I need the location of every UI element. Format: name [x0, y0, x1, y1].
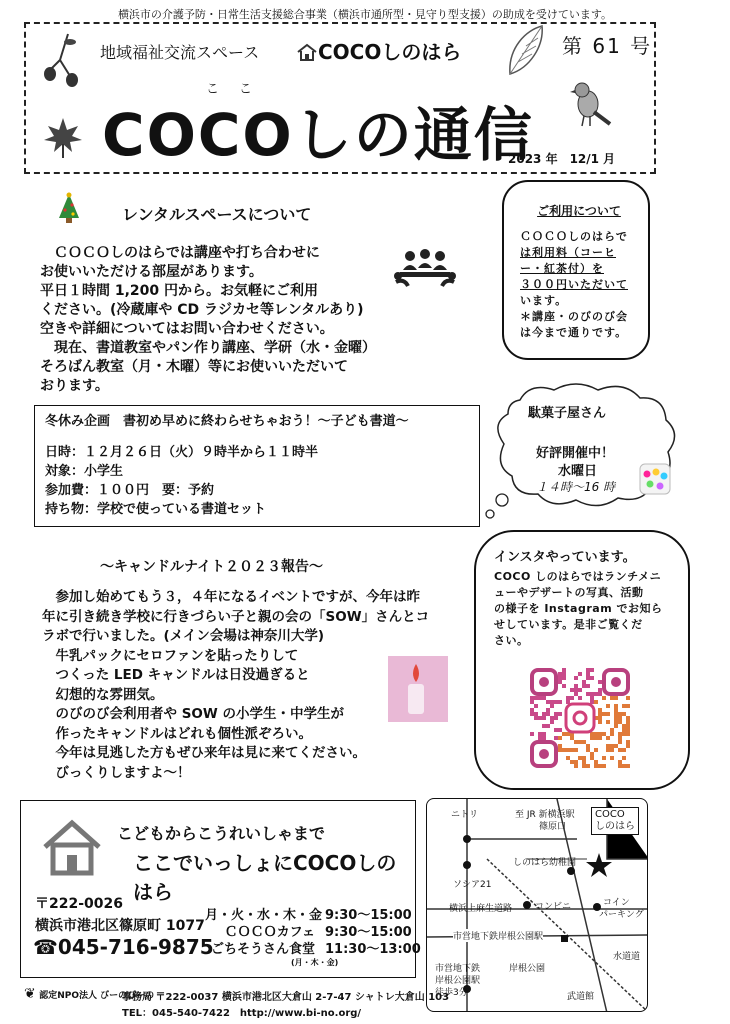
qr-module: [570, 736, 574, 740]
qr-module: [594, 732, 598, 736]
candle-line: びっくりしますよ～！: [42, 764, 191, 781]
qr-module: [602, 764, 606, 768]
qr-module: [614, 724, 618, 728]
qr-module: [530, 696, 534, 700]
qr-module: [626, 704, 630, 708]
candle-line: 今年は見逃した方もぜひ来年は見に来てください。: [42, 745, 366, 761]
qr-module: [554, 728, 558, 732]
slogan-1: こどもからこうれいしゃまで: [117, 824, 326, 843]
map-label: 至 JR 新横浜駅: [515, 810, 575, 820]
map-label: 市営地下鉄: [435, 964, 481, 974]
hours-days: 月・火・水・木・金: [205, 908, 323, 923]
rental-line: 平日１時間 1,200 円から。お気軽にご利用: [40, 283, 319, 299]
map-label: 市営地下鉄岸根公園駅: [453, 929, 543, 942]
qr-module: [598, 736, 602, 740]
house-icon: [296, 43, 318, 61]
qr-module: [542, 736, 546, 740]
qr-module: [562, 748, 566, 752]
qr-module: [558, 736, 562, 740]
qr-module: [530, 708, 534, 712]
newsletter-title: COCOしの通信: [102, 101, 534, 169]
qr-module: [538, 736, 542, 740]
calligraphy-line: 日時：１２月２６日（火）９時半から１１時半: [45, 445, 319, 460]
hours-time: 9:30～15:00: [325, 925, 412, 940]
funding-notice: 横浜市の介護予防・日常生活支援総合事業（横浜市通所型・見守り型支援）の助成を受けています。: [117, 8, 613, 21]
qr-module: [626, 696, 630, 700]
instagram-line: さい。: [494, 634, 529, 647]
qr-module: [586, 764, 590, 768]
qr-module: [618, 736, 622, 740]
qr-module: [626, 724, 630, 728]
qr-module: [618, 740, 622, 744]
qr-module: [626, 728, 630, 732]
map-label: 横浜上麻生道路: [449, 904, 513, 914]
candy-shop-status: 好評開催中！: [536, 446, 615, 461]
usage-title: ご利用について: [537, 204, 621, 218]
qr-module: [590, 752, 594, 756]
qr-module: [558, 744, 562, 748]
qr-module: [598, 764, 602, 768]
qr-module: [614, 744, 618, 748]
map-label: パーキング: [599, 910, 644, 920]
qr-module: [594, 700, 598, 704]
qr-module: [598, 692, 602, 696]
map-label: しのはら: [595, 821, 635, 832]
usage-line: ＣＯＣＯしのはらで: [520, 230, 628, 243]
qr-module: [614, 716, 618, 720]
hours-row: [205, 924, 421, 941]
rental-line: そろばん教室（月・木曜）等にお使いいただいて: [40, 359, 348, 375]
candy-shop-time: １４時～16 時: [536, 480, 616, 494]
qr-module: [542, 724, 546, 728]
qr-module: [566, 696, 570, 700]
qr-module: [614, 696, 618, 700]
masthead: [24, 22, 656, 174]
calligraphy-line: 対象：小学生: [45, 464, 124, 479]
instagram-title: インスタやっています。: [494, 550, 636, 565]
usage-line: ー・紅茶付）を: [520, 262, 604, 275]
qr-module: [610, 728, 614, 732]
qr-module: [594, 736, 598, 740]
qr-module: [542, 712, 546, 716]
qr-module: [618, 716, 622, 720]
qr-module: [574, 764, 578, 768]
qr-module: [534, 716, 538, 720]
qr-module: [562, 684, 566, 688]
rental-line: 現在、書道教室やパン作り講座、学研（水・金曜）: [40, 340, 376, 356]
instagram-qr-code[interactable]: [530, 668, 630, 768]
qr-module: [606, 720, 610, 724]
qr-module: [618, 764, 622, 768]
logo-text: COCOしのはら: [318, 40, 462, 64]
map-label: 徒歩3分: [435, 988, 468, 998]
candle-heading: ～キャンドルナイト２０２３報告～: [100, 559, 324, 575]
usage-line: ３００円いただいて: [520, 278, 628, 291]
qr-module: [562, 668, 566, 672]
qr-module: [558, 712, 562, 716]
address: 横浜市港北区篠原町 1077: [35, 918, 205, 934]
calligraphy-line: 参加費：１００円 要：予約: [45, 483, 215, 498]
candle-line: 作ったキャンドルはどれも個性派ぞろい。: [42, 725, 312, 742]
qr-module: [534, 712, 538, 716]
contact-box: [20, 800, 421, 978]
qr-module: [606, 748, 610, 752]
qr-module: [626, 764, 630, 768]
qr-module: [550, 700, 554, 704]
qr-module: [558, 672, 562, 676]
qr-module: [602, 756, 606, 760]
qr-module: [626, 732, 630, 736]
qr-finder-dot: [539, 677, 549, 687]
rental-heading: レンタルスペースについて: [122, 205, 312, 224]
npo-contact: TEL：045-540-7422 http://www.bi-no.org/: [122, 1008, 362, 1019]
qr-module: [586, 692, 590, 696]
qr-module: [562, 732, 566, 736]
leaf-icon: [502, 24, 548, 78]
qr-module: [610, 756, 614, 760]
qr-module: [558, 728, 562, 732]
qr-module: [546, 724, 550, 728]
postal-code: 〒222-0026: [35, 896, 123, 912]
house-logo-icon: [41, 819, 103, 877]
opening-hours: [205, 907, 421, 967]
qr-module: [598, 708, 602, 712]
candle-photo: [388, 656, 448, 722]
access-map: [426, 798, 648, 1012]
calligraphy-title: 冬休み企画 書初め早めに終わらせちゃおう！～子ども書道～: [45, 414, 409, 429]
qr-module: [610, 696, 614, 700]
rental-line: ください。(冷蔵庫や CD ラジカセ等レンタルあり): [40, 302, 364, 318]
qr-module: [542, 732, 546, 736]
hours-subnote: (月・木・金): [291, 958, 339, 967]
instagram-line: せしています。是非ご覧くだ: [494, 618, 643, 631]
qr-module: [622, 748, 626, 752]
hours-days: ごちそうさん食堂: [210, 942, 315, 957]
qr-module: [622, 728, 626, 732]
qr-module: [546, 708, 550, 712]
qr-module: [622, 756, 626, 760]
christmas-tree-icon: [56, 192, 82, 224]
qr-module: [594, 760, 598, 764]
qr-module: [582, 760, 586, 764]
map-label: しのはら幼稚園: [513, 858, 577, 868]
qr-module: [606, 736, 610, 740]
title-ruby: ここ: [206, 82, 273, 97]
qr-module: [590, 692, 594, 696]
calligraphy-event-box: [34, 405, 480, 527]
meeting-icon: [394, 248, 456, 288]
qr-module: [626, 716, 630, 720]
phone-number[interactable]: ☎045-716-9875: [33, 935, 214, 959]
qr-module: [578, 688, 582, 692]
qr-module: [606, 744, 610, 748]
qr-module: [586, 684, 590, 688]
candle-line: 牛乳パックにセロファンを貼ったりして: [42, 647, 299, 664]
qr-module: [622, 764, 626, 768]
instagram-line: の様子を Instagram でお知ら: [494, 602, 663, 615]
map-label: 武道館: [567, 992, 595, 1002]
map-label: 岸根公園: [509, 964, 546, 974]
qr-module: [602, 732, 606, 736]
qr-module: [574, 740, 578, 744]
logo: [296, 36, 461, 65]
qr-module: [538, 696, 542, 700]
qr-module: [590, 696, 594, 700]
npo-address: 事務局 〒222-0037 横浜市港北区大倉山 2-7-47 シャトレ大倉山 103: [122, 992, 450, 1003]
qr-module: [546, 700, 550, 704]
map-label: 篠原口: [539, 822, 567, 832]
usage-info-bubble: [502, 180, 650, 360]
qr-module: [538, 716, 542, 720]
rental-line: ＣＯＣＯしのはらでは講座や打ち合わせに: [40, 245, 320, 261]
instagram-text: [494, 569, 674, 649]
qr-module: [538, 732, 542, 736]
qr-module: [610, 748, 614, 752]
candle-line: 参加し始めてもう３，４年になるイベントですが、今年は昨: [42, 589, 420, 605]
qr-module: [622, 712, 626, 716]
qr-module: [570, 696, 574, 700]
qr-module: [574, 684, 578, 688]
qr-module: [554, 712, 558, 716]
candle-line: のびのび会利用者や SOW の小学生・中学生が: [42, 706, 344, 722]
qr-module: [586, 748, 590, 752]
map-label: ニトリ: [451, 810, 479, 820]
qr-module: [586, 668, 590, 672]
qr-module: [570, 760, 574, 764]
qr-module: [626, 720, 630, 724]
qr-finder-dot: [539, 749, 549, 759]
instagram-bubble: [474, 530, 690, 790]
qr-module: [602, 712, 606, 716]
qr-module: [534, 696, 538, 700]
qr-module: [614, 704, 618, 708]
qr-module: [554, 716, 558, 720]
qr-module: [626, 744, 630, 748]
rental-line: 空きや詳細についてはお問い合わせください。: [40, 321, 334, 337]
qr-module: [530, 712, 534, 716]
qr-module: [566, 756, 570, 760]
org-line: 地域福祉交流スペース: [100, 43, 260, 62]
qr-module: [550, 704, 554, 708]
hours-row: [205, 941, 421, 958]
qr-module: [582, 684, 586, 688]
qr-module: [582, 764, 586, 768]
qr-module: [578, 740, 582, 744]
qr-module: [582, 740, 586, 744]
qr-module: [610, 732, 614, 736]
qr-module: [590, 668, 594, 672]
qr-module: [618, 748, 622, 752]
usage-line: います。: [520, 294, 568, 307]
qr-module: [550, 716, 554, 720]
qr-module: [622, 704, 626, 708]
qr-finder-dot: [611, 677, 621, 687]
usage-line: は今まで通りです。: [520, 326, 628, 339]
qr-module: [606, 712, 610, 716]
rental-line: おります。: [40, 378, 109, 394]
qr-module: [578, 672, 582, 676]
qr-module: [558, 680, 562, 684]
qr-module: [598, 680, 602, 684]
issue-date: 2023 年 12/1 月: [508, 152, 616, 166]
usage-line: は利用料（コーヒ: [520, 246, 616, 259]
qr-module: [578, 696, 582, 700]
hours-row: [205, 907, 421, 924]
qr-module: [598, 712, 602, 716]
instagram-icon: [566, 704, 594, 732]
qr-module: [574, 676, 578, 680]
qr-module: [618, 712, 622, 716]
calligraphy-line: 持ち物：学校で使っている書道セット: [45, 502, 267, 517]
qr-module: [534, 704, 538, 708]
qr-module: [594, 748, 598, 752]
npo-name: 認定NPO法人 びーのびーの: [39, 991, 155, 1001]
qr-module: [530, 700, 534, 704]
slogan-2: ここでいっしょにCOCOしのはら: [133, 851, 397, 904]
qr-module: [626, 740, 630, 744]
maple-leaf-icon: [40, 114, 86, 160]
qr-module: [558, 748, 562, 752]
qr-module: [594, 764, 598, 768]
qr-module: [590, 676, 594, 680]
qr-module: [622, 724, 626, 728]
candy-jar-icon: [638, 460, 672, 496]
map-label: 岸根公園駅: [435, 976, 481, 986]
qr-module: [586, 672, 590, 676]
bird-icon: [566, 78, 616, 134]
qr-module: [598, 688, 602, 692]
candle-line: ラボで行いました。(メイン会場は神奈川大学): [42, 628, 325, 644]
qr-module: [582, 680, 586, 684]
qr-module: [574, 692, 578, 696]
qr-module: [554, 700, 558, 704]
issue-number: 第 61 号: [562, 34, 653, 58]
map-label: ソシア21: [453, 880, 492, 890]
qr-module: [598, 720, 602, 724]
candle-line: 年に引き続き学校に行きづらい子と親の会の「SOW」さんとコ: [42, 608, 430, 625]
map-label: 水道道: [613, 952, 641, 962]
qr-module: [558, 676, 562, 680]
hours-days: ＣＯＣＯカフェ: [224, 925, 315, 940]
qr-module: [618, 732, 622, 736]
candy-shop-day: 水曜日: [558, 464, 598, 479]
qr-module: [590, 756, 594, 760]
map-label: コンビニ: [535, 902, 572, 912]
qr-module: [558, 700, 562, 704]
qr-module: [622, 732, 626, 736]
qr-module: [546, 712, 550, 716]
qr-module: [586, 676, 590, 680]
qr-module: [614, 708, 618, 712]
rental-line: お使いいただける部屋があります。: [40, 264, 263, 280]
qr-module: [542, 696, 546, 700]
qr-module: [594, 692, 598, 696]
qr-module: [586, 744, 590, 748]
qr-module: [610, 744, 614, 748]
qr-module: [570, 688, 574, 692]
map-label: COCO: [595, 809, 625, 820]
npo-mark-icon: ❦: [24, 986, 36, 1002]
candle-line: 幻想的な雰囲気。: [42, 686, 164, 703]
candle-line: つくった LED キャンドルは日没過ぎると: [42, 667, 310, 683]
qr-module: [582, 756, 586, 760]
qr-module: [598, 732, 602, 736]
qr-module: [598, 716, 602, 720]
qr-module: [530, 732, 534, 736]
qr-module: [574, 688, 578, 692]
qr-module: [574, 760, 578, 764]
instagram-line: ューやデザートの写真、活動: [494, 586, 644, 599]
qr-module: [614, 720, 618, 724]
map-coco-box: [591, 807, 639, 835]
qr-module: [554, 736, 558, 740]
qr-module: [570, 748, 574, 752]
qr-module: [590, 736, 594, 740]
qr-module: [618, 760, 622, 764]
qr-module: [618, 720, 622, 724]
qr-module: [606, 704, 610, 708]
qr-module: [602, 696, 606, 700]
usage-line: ＊講座・のびのび会: [520, 310, 628, 323]
qr-module: [566, 748, 570, 752]
qr-module: [562, 676, 566, 680]
qr-module: [562, 672, 566, 676]
hours-time: 11:30～13:00: [325, 942, 421, 957]
candy-shop-cloud: [480, 380, 684, 510]
candy-shop-title: 駄菓子屋さん: [528, 406, 607, 421]
qr-module: [542, 716, 546, 720]
qr-module: [578, 756, 582, 760]
candle-icon: [388, 656, 448, 722]
qr-module: [550, 720, 554, 724]
nut-branch-icon: [40, 30, 90, 94]
hours-time: 9:30～15:00: [325, 908, 412, 923]
qr-module: [614, 712, 618, 716]
map-label: コイン: [603, 898, 630, 908]
instagram-line: COCO しのはらではランチメニ: [494, 570, 662, 583]
qr-module: [574, 748, 578, 752]
